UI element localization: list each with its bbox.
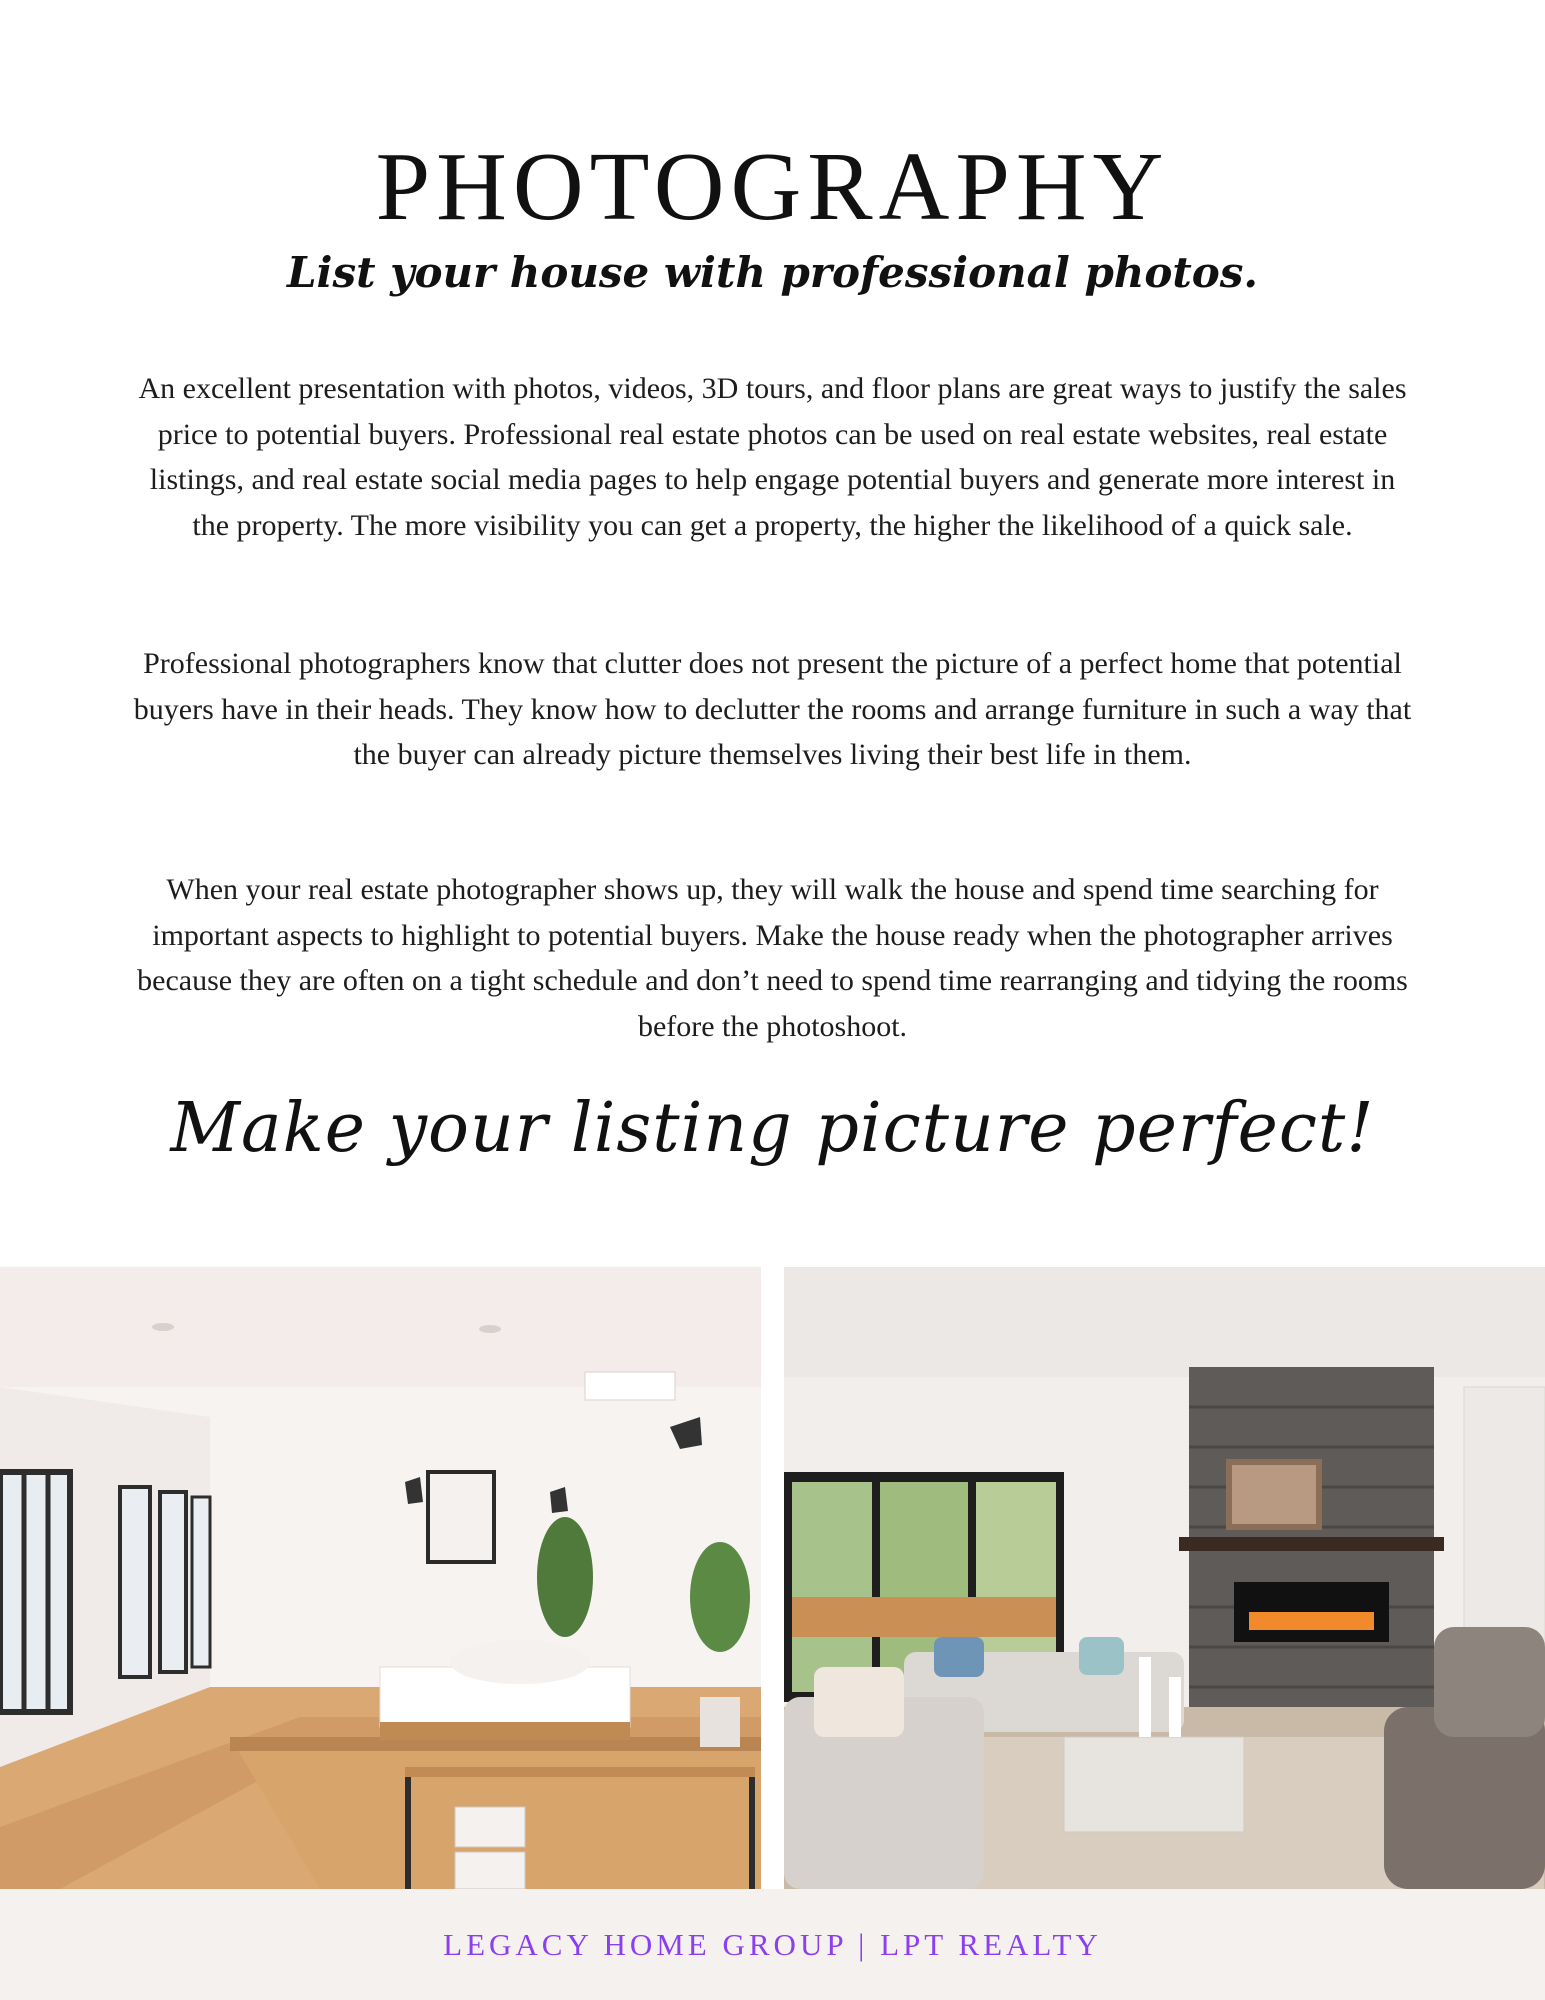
- page-title: PHOTOGRAPHY: [375, 133, 1170, 241]
- living-room-photo: [784, 1267, 1545, 1889]
- paragraph-3: When your real estate photographer shows up, they will walk the house and spend time searching for important aspects to highlight to potential buyers. Make the house ready when the photographer arrives because they are often on a tight schedule and don’t need to spend time rearranging and tidying the rooms before the photoshoot.: [137, 873, 1408, 1043]
- paragraph-1: An excellent presentation with photos, videos, 3D tours, and floor plans are great ways to justify the sales price to potential buyers. Professional real estate photos can be used on real estate websites, real estate listings, and real estate social media pages to help engage potential buyers and generate more interest in the property. The more visibility you can get a property, the higher the likelihood of a quick sale.: [138, 372, 1407, 542]
- bedroom-photo: [0, 1267, 761, 1889]
- footer: [0, 1889, 1545, 2000]
- tagline: Make your listing picture perfect!: [170, 1089, 1375, 1168]
- footer-brand: LEGACY HOME GROUP | LPT REALTY: [443, 1927, 1102, 1962]
- paragraph-2: Professional photographers know that clutter does not present the picture of a perfect home that potential buyers have in their heads. They know how to declutter the rooms and arrange furniture in such a way that the buyer can already picture themselves living their best life in them.: [133, 647, 1412, 771]
- page-subtitle: List your house with professional photos.: [286, 248, 1259, 297]
